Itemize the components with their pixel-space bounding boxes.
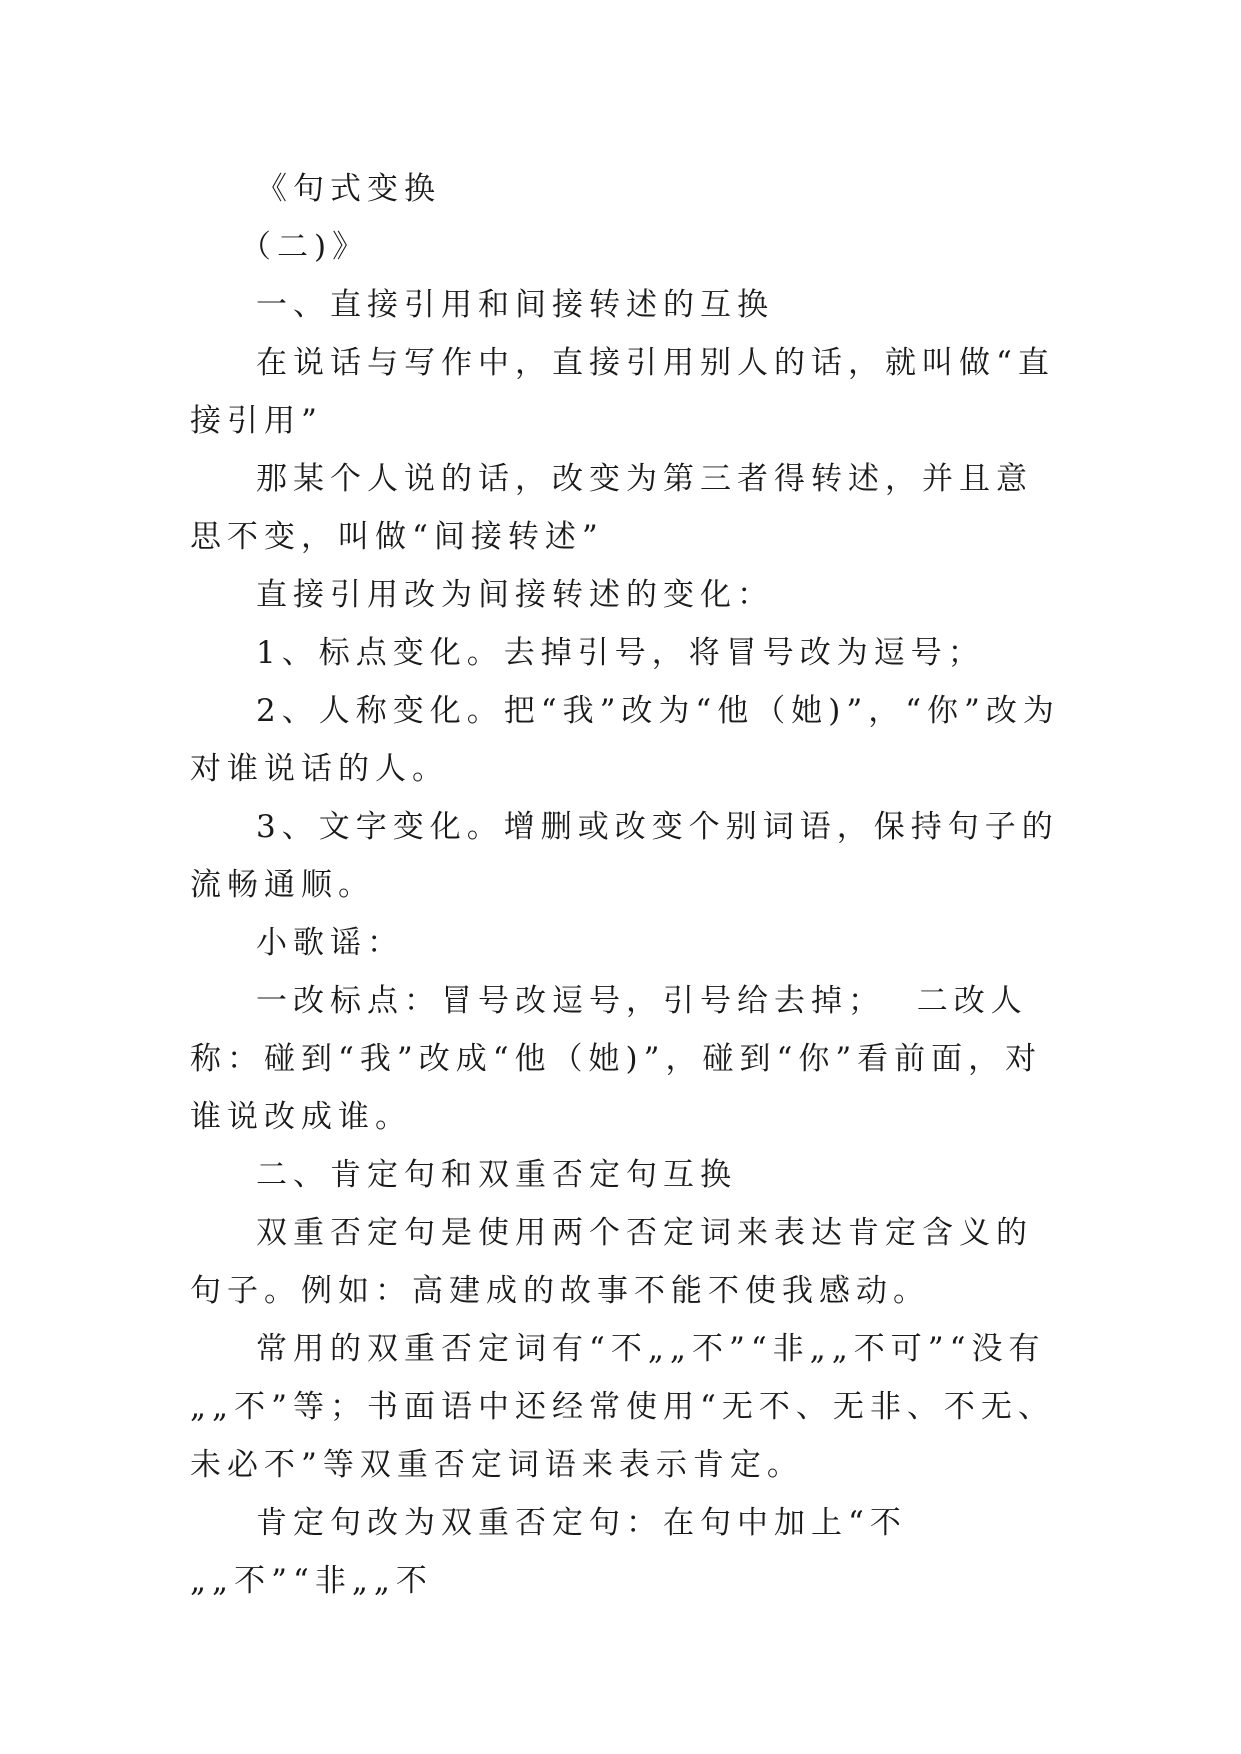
section-heading-1: 一、直接引用和间接转述的互换 — [256, 287, 774, 323]
list-item: 3、文字变化。增删或改变个别词语，保持句子的流畅通顺。 — [190, 809, 1059, 903]
paragraph: 那某个人说的话，改变为第三者得转述，并且意思不变，叫做“间接转述” — [190, 461, 1033, 555]
paragraph: 肯定句改为双重否定句：在句中加上“不„„不”“非„„不 — [190, 1505, 907, 1599]
paragraph: 在说话与写作中，直接引用别人的话，就叫做“直接引用” — [190, 345, 1055, 439]
document-title-line2: （二)》 — [240, 229, 370, 265]
section-heading-2: 二、肯定句和双重否定句互换 — [256, 1157, 737, 1193]
document-page — [190, 160, 1060, 1610]
document-title-line1: 《句式变换 — [256, 171, 441, 207]
paragraph: 直接引用改为间接转述的变化： — [256, 577, 774, 613]
paragraph: 常用的双重否定词有“不„„不”“非„„不可”“没有„„不”等；书面语中还经常使用“无不、无非、不无、未必不”等双重否定词语来表示肯定。 — [190, 1331, 1055, 1483]
paragraph: 一改标点：冒号改逗号，引号给去掉； 二改人称：碰到“我”改成“他（她)”，碰到“你”看前面，对谁说改成谁。 — [190, 983, 1043, 1135]
list-item: 1、标点变化。去掉引号，将冒号改为逗号； — [256, 635, 985, 671]
paragraph: 小歌谣： — [256, 925, 404, 961]
paragraph: 双重否定句是使用两个否定词来表达肯定含义的句子。例如：高建成的故事不能不使我感动。 — [190, 1215, 1033, 1309]
list-item: 2、人称变化。把“我”改为“他（她)”，“你”改为对谁说话的人。 — [190, 693, 1060, 787]
